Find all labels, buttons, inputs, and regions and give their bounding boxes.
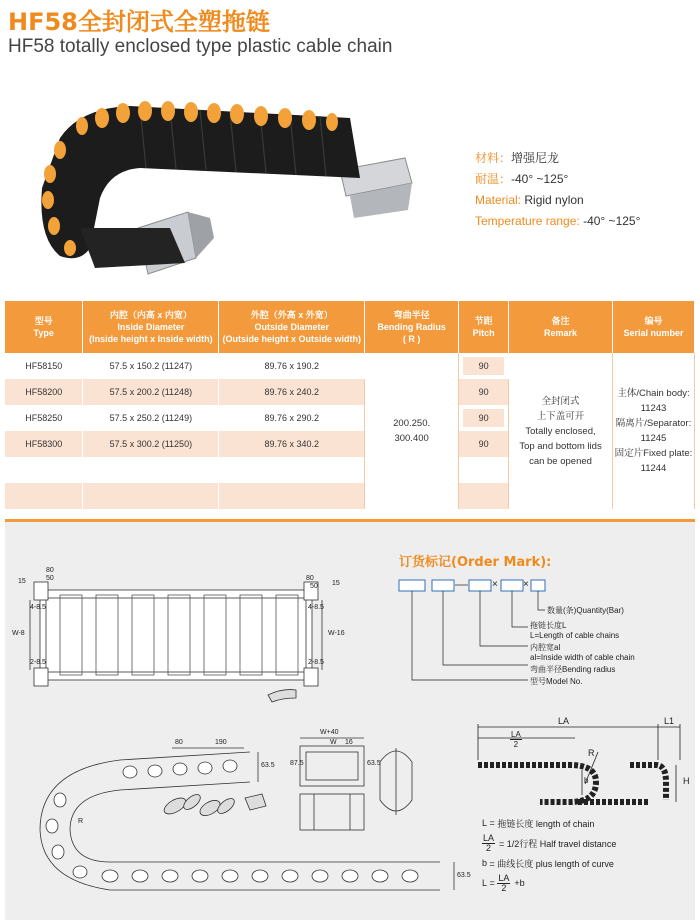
dim-label: 2-8.5 <box>30 659 46 666</box>
dim-label: W+40 <box>320 729 339 736</box>
dim-label: 190 <box>215 739 227 746</box>
col-header-radius: 弯曲半径 Bending Radius ( R ) <box>365 301 459 353</box>
dim-label: W-8 <box>12 630 25 637</box>
order-times-1: × <box>492 579 498 590</box>
dim-label: 16 <box>345 739 353 746</box>
dim-label: 63.5 <box>367 760 381 767</box>
material-cn-label: 材料： <box>475 151 512 165</box>
cell-pitch: 90 <box>459 431 509 457</box>
legend-row: $\frac{LA}{2}$ = 1/2行程 Half travel distance <box>483 832 617 853</box>
diagram-la: LA <box>558 716 570 726</box>
dim-label: 2-8.5 <box>308 659 324 666</box>
col-header-remark: 备注 Remark <box>509 301 613 353</box>
order-times-2: × <box>523 579 529 590</box>
col-header-pitch: 节距 Pitch <box>459 301 509 353</box>
cell-type: HF58200 <box>5 379 83 405</box>
bending-diagram <box>478 724 680 802</box>
order-line: 拖链长度L <box>530 621 567 630</box>
legend-row: L = $\frac{LA}{2}$ +b <box>482 872 525 893</box>
dim-label: 80 <box>175 739 183 746</box>
cell-serial: 主体/Chain body: 11243 隔离片/Separator: 11245 固定片Fixed plate: 11244 <box>612 353 694 509</box>
dim-label: R <box>78 818 84 825</box>
order-mark-leaders <box>412 585 545 680</box>
diagram-la-fraction: $\frac{LA}{2}$ <box>511 730 521 749</box>
dim-label: W <box>330 739 337 746</box>
material-cn-value: 增强尼龙 <box>511 151 560 165</box>
cell-type: HF58250 <box>5 405 83 431</box>
cell-outside: 89.76 x 340.2 <box>219 431 365 457</box>
order-line: 内腔宽al <box>530 643 561 652</box>
diagram-r: R <box>588 748 595 758</box>
diagram-l1: L1 <box>664 716 675 726</box>
temp-cn-value: -40° ~125° <box>511 172 569 186</box>
cell-type: HF58300 <box>5 431 83 457</box>
dim-label: 87.5 <box>290 760 304 767</box>
plan-view-drawing <box>30 582 322 702</box>
dim-label: 50 <box>310 583 318 590</box>
diagram-b: b <box>584 776 589 785</box>
cell-bending-radius: 200.250. 300.400 <box>365 353 459 509</box>
order-line: al=Inside width of cable chain <box>530 653 635 662</box>
dim-label: 63.5 <box>261 762 275 769</box>
cell-pitch: 90 <box>459 379 509 405</box>
order-line: 弯曲半径Bending radius <box>530 665 616 674</box>
col-header-type: 型号 Type <box>5 301 83 353</box>
temp-cn-label: 耐温： <box>475 172 512 186</box>
dim-label: 80 <box>46 567 54 574</box>
dim-label: 4-8.5 <box>308 604 324 611</box>
formula-legend <box>482 813 616 893</box>
dim-label: 63.5 <box>457 872 471 879</box>
dim-label: 15 <box>18 578 26 585</box>
dim-label: 80 <box>306 575 314 582</box>
dim-label: W-16 <box>328 630 345 637</box>
cell-outside: 89.76 x 190.2 <box>219 353 365 379</box>
dim-label: 50 <box>46 575 54 582</box>
cell-type: HF58150 <box>5 353 83 379</box>
cell-inside: 57.5 x 300.2 (11250) <box>83 431 219 457</box>
dim-label: 4-8.5 <box>30 604 46 611</box>
side-view-drawing <box>40 748 454 890</box>
cell-remark: 全封闭式 上下盖可开 Totally enclosed, Top and bottom lids can be opened <box>509 353 613 509</box>
col-header-serial: 编号 Serial number <box>612 301 694 353</box>
cell-outside: 89.76 x 240.2 <box>219 379 365 405</box>
temp-en-value: -40° ~125° <box>583 214 641 228</box>
temp-en-label: Temperature range: <box>475 214 580 228</box>
order-line: 型号Model No. <box>530 677 583 686</box>
col-header-outside: 外腔（外高 x 外宽） Outside Diameter (Outside height x Outside width) <box>219 301 365 353</box>
cross-section-drawing <box>300 738 412 830</box>
cell-inside: 57.5 x 150.2 (11247) <box>83 353 219 379</box>
cell-inside: 57.5 x 250.2 (11249) <box>83 405 219 431</box>
page-title-cn: HF58全封闭式全塑拖链 <box>8 8 270 36</box>
order-mark-title: 订货标记(Order Mark): <box>399 555 552 570</box>
page-title-en: HF58 totally enclosed type plastic cable chain <box>8 36 393 57</box>
col-header-inside: 内腔（内高 x 内宽） Inside Diameter (Inside height x Inside width) <box>83 301 219 353</box>
diagram-h: H <box>683 776 690 786</box>
legend-row: b = 曲线长度 plus length of curve <box>482 858 614 869</box>
cell-pitch: 90 <box>459 353 509 379</box>
dim-label: 15 <box>332 580 340 587</box>
order-line: 数量(条)Quantity(Bar) <box>547 606 624 615</box>
cell-outside: 89.76 x 290.2 <box>219 405 365 431</box>
material-en-value: Rigid nylon <box>524 193 584 207</box>
cell-inside: 57.5 x 200.2 (11248) <box>83 379 219 405</box>
legend-row: L = 拖链长度 length of chain <box>482 818 595 829</box>
material-en-label: Material: <box>475 193 522 207</box>
order-line: L=Length of cable chains <box>530 631 620 640</box>
cell-pitch: 90 <box>459 405 509 431</box>
